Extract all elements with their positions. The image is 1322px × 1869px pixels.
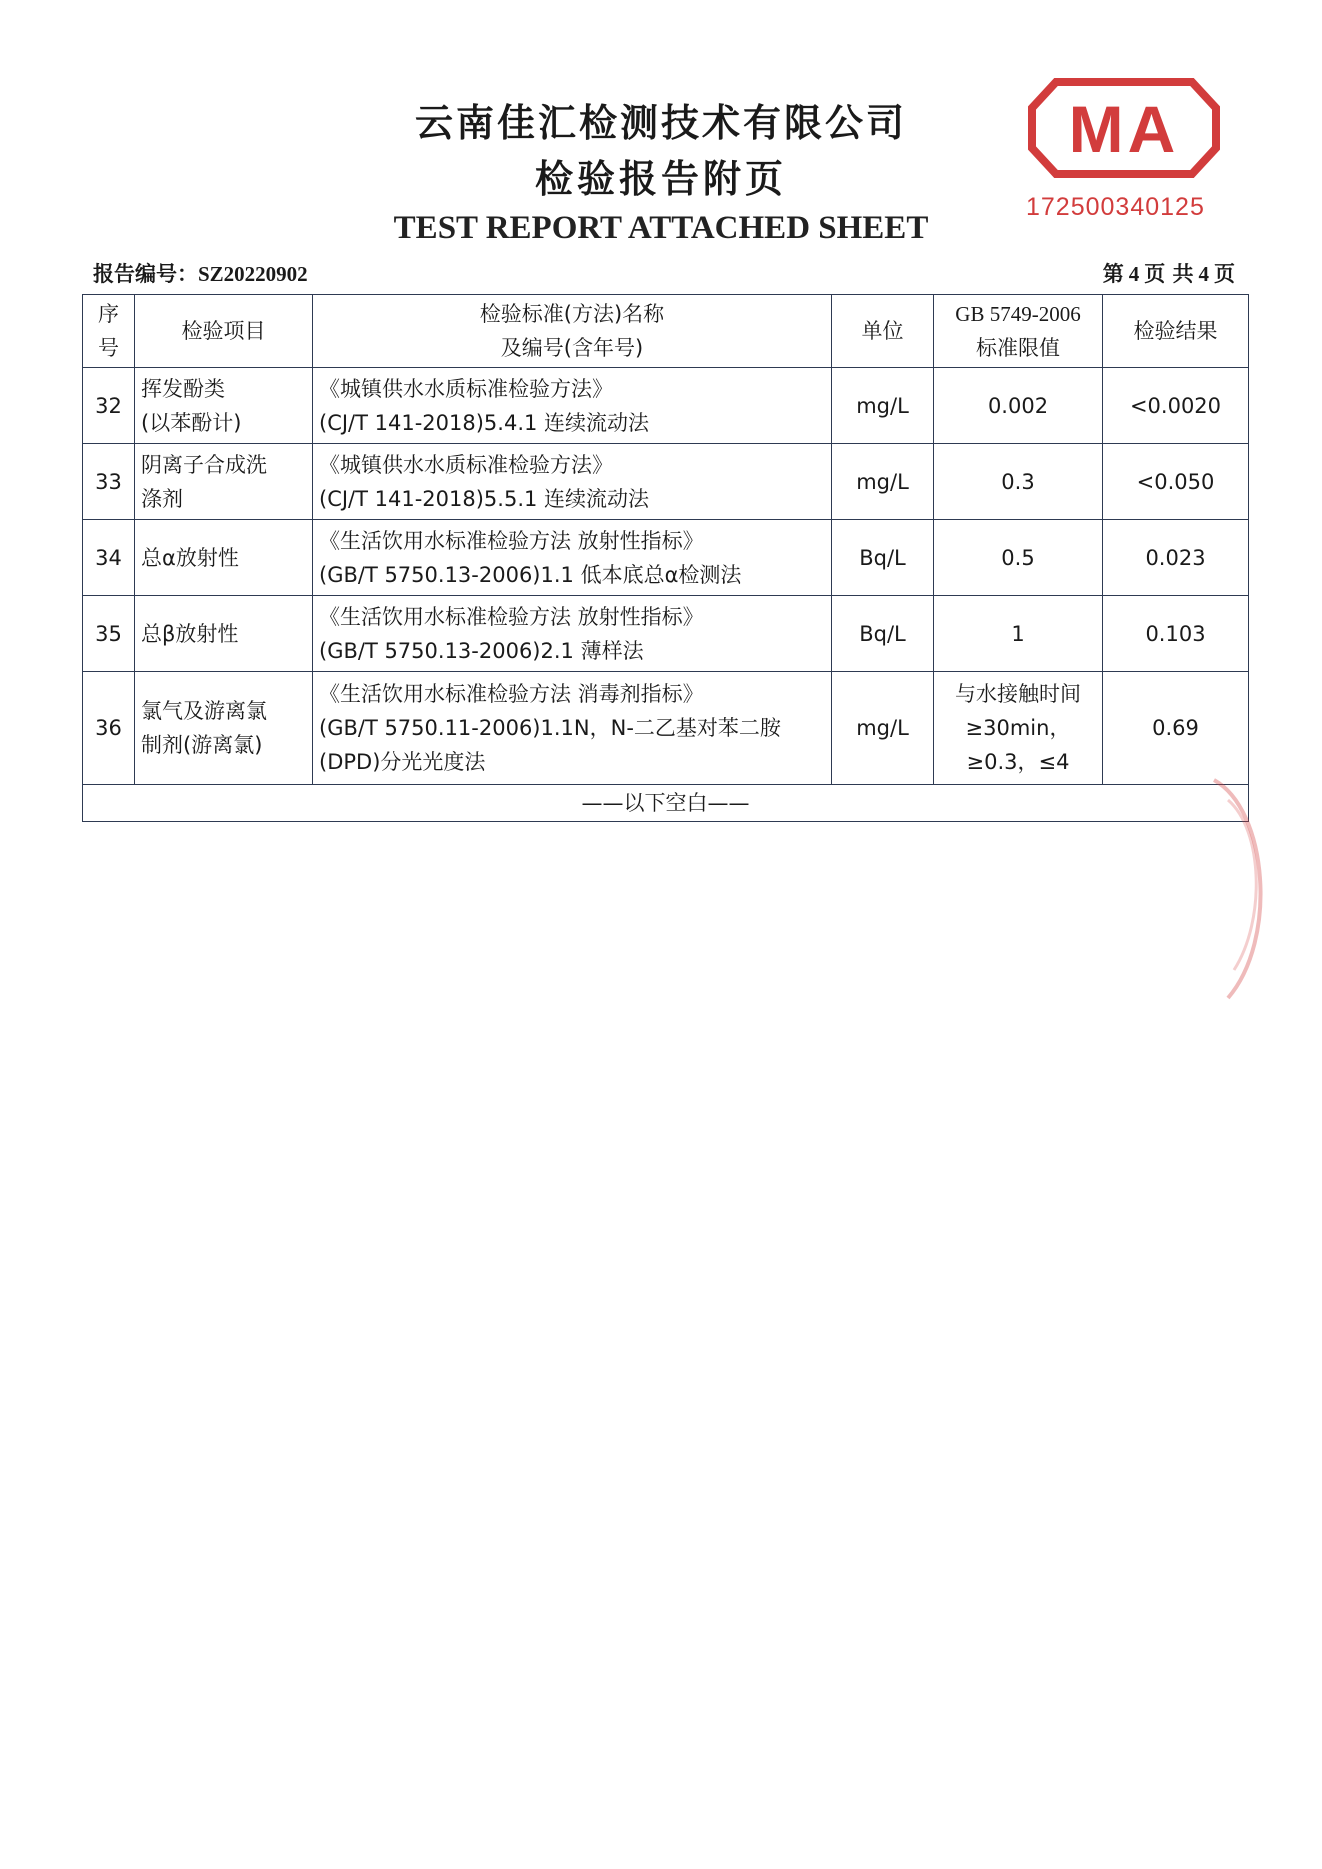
- report-number-value: SZ20220902: [198, 262, 308, 286]
- header-no: [83, 295, 135, 368]
- cell-standard: [313, 520, 832, 596]
- cell-no: 32: [83, 368, 135, 444]
- header-standard-line: 检验标准(方法)名称: [479, 302, 665, 326]
- cell-standard-line: 《城镇供水水质标准检验方法》: [319, 376, 613, 401]
- cell-item: [135, 368, 313, 444]
- cell-limit: 0.3: [934, 444, 1103, 520]
- cell-standard: [313, 596, 832, 672]
- cell-standard-line: (GB/T 5750.11-2006)1.1N，N-二乙基对苯二胺: [319, 716, 781, 740]
- header-limit: [934, 295, 1103, 368]
- company-name: 云南佳汇检测技术有限公司: [414, 101, 907, 145]
- cell-limit: [934, 672, 1103, 785]
- cell-item: [135, 520, 313, 596]
- cell-standard-line: 《生活饮用水标准检验方法 放射性指标》: [319, 604, 704, 629]
- header-limit-line: 标准限值: [976, 336, 1060, 360]
- page-indicator: [1103, 258, 1235, 288]
- cma-number: 172500340125: [1026, 193, 1205, 221]
- cell-no: 35: [83, 596, 135, 672]
- cma-logo-text: MA: [1068, 92, 1180, 166]
- cell-unit: mg/L: [832, 444, 934, 520]
- header-result: 检验结果: [1103, 295, 1249, 368]
- cell-no: 33: [83, 444, 135, 520]
- results-table: [82, 294, 1249, 822]
- cma-logo: [1026, 78, 1222, 178]
- cell-item-line: 涤剂: [141, 486, 183, 511]
- cell-limit: 0.002: [934, 368, 1103, 444]
- header-item: 检验项目: [135, 295, 313, 368]
- cell-unit: Bq/L: [832, 520, 934, 596]
- cell-standard-line: 《城镇供水水质标准检验方法》: [319, 452, 613, 477]
- cell-standard-line: (CJ/T 141-2018)5.5.1 连续流动法: [319, 486, 650, 511]
- cell-no: 34: [83, 520, 135, 596]
- header-standard-line: 及编号(含年号): [500, 336, 644, 360]
- cell-no: 36: [83, 672, 135, 785]
- header-limit-line: GB 5749-2006: [955, 302, 1081, 326]
- cell-standard-line: (GB/T 5750.13-2006)2.1 薄样法: [319, 638, 644, 663]
- cell-item: [135, 672, 313, 785]
- table-row: [83, 672, 1249, 785]
- cell-standard-line: 《生活饮用水标准检验方法 放射性指标》: [319, 528, 704, 553]
- cell-unit: Bq/L: [832, 596, 934, 672]
- page-label-c: 页: [1214, 262, 1235, 286]
- cell-item-line: 氯气及游离氯: [141, 699, 267, 723]
- partial-seal-stamp: [1208, 770, 1288, 1010]
- cell-item-line: 总α放射性: [141, 545, 239, 570]
- cell-standard-line: (GB/T 5750.13-2006)1.1 低本底总α检测法: [319, 562, 742, 587]
- cell-item-line: 挥发酚类: [141, 376, 225, 401]
- cell-item-line: 阴离子合成洗: [141, 452, 267, 477]
- header-no-line: 序: [98, 302, 119, 326]
- cell-standard: [313, 672, 832, 785]
- sheet-title-en: TEST REPORT ATTACHED SHEET: [393, 210, 929, 246]
- report-number-label: 报告编号：: [93, 262, 198, 286]
- table-row: [83, 596, 1249, 672]
- cell-item-line: 总β放射性: [141, 621, 239, 646]
- header-unit: 单位: [832, 295, 934, 368]
- cell-result: 0.023: [1103, 520, 1249, 596]
- cell-item: [135, 596, 313, 672]
- cell-limit: 0.5: [934, 520, 1103, 596]
- table-header-row: [83, 295, 1249, 368]
- cell-limit-line: ≥0.3，≤4: [966, 750, 1070, 774]
- cell-limit: 1: [934, 596, 1103, 672]
- sheet-title-cn: 检验报告附页: [534, 157, 787, 201]
- header-no-line: 号: [98, 336, 119, 360]
- cell-limit-line: ≥30min，: [965, 716, 1071, 740]
- cell-unit: mg/L: [832, 672, 934, 785]
- table-row: [83, 520, 1249, 596]
- cell-limit-line: 与水接触时间: [955, 682, 1081, 706]
- cell-result: 0.103: [1103, 596, 1249, 672]
- page-label-b: 页 共: [1144, 262, 1194, 286]
- page-total: 4: [1198, 262, 1209, 286]
- report-number: [93, 258, 308, 288]
- cell-result: <0.0020: [1103, 368, 1249, 444]
- table-row: [83, 368, 1249, 444]
- blank-below-note: ——以下空白——: [83, 785, 1249, 822]
- table-footer-row: [83, 785, 1249, 822]
- cell-result: 0.69: [1103, 672, 1249, 785]
- cell-item-line: (以苯酚计): [141, 410, 242, 435]
- cell-standard-line: 《生活饮用水标准检验方法 消毒剂指标》: [319, 682, 704, 706]
- cell-standard-line: (DPD)分光光度法: [319, 750, 486, 774]
- table-row: [83, 444, 1249, 520]
- cell-standard: [313, 444, 832, 520]
- cell-item-line: 制剂(游离氯): [141, 733, 263, 757]
- cell-unit: mg/L: [832, 368, 934, 444]
- cell-result: <0.050: [1103, 444, 1249, 520]
- cell-standard: [313, 368, 832, 444]
- cell-standard-line: (CJ/T 141-2018)5.4.1 连续流动法: [319, 410, 650, 435]
- header-standard: [313, 295, 832, 368]
- page-current: 4: [1128, 262, 1140, 286]
- cell-item: [135, 444, 313, 520]
- page-label-a: 第: [1102, 262, 1124, 286]
